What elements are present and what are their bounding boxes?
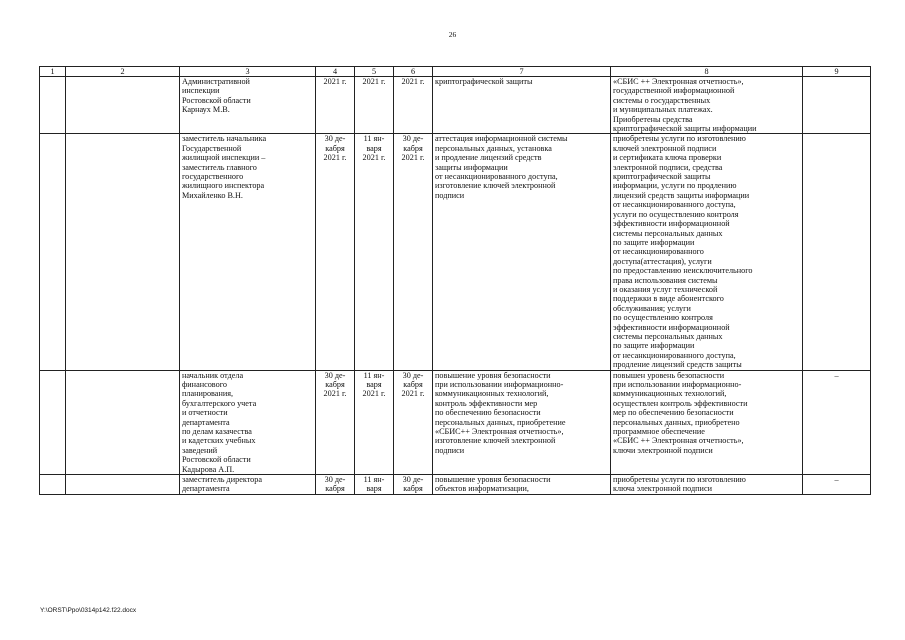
cell-line: контроль эффективности мер — [435, 398, 538, 408]
cell-line: коммуникационных технологий, — [613, 389, 727, 399]
table-row — [40, 77, 871, 134]
column-number-9: 9 — [803, 67, 871, 77]
cell-line: и муниципальных платежах. — [613, 105, 713, 115]
cell-line: от несанкционированного — [613, 247, 704, 257]
planned-date-cell — [355, 77, 394, 134]
cell-line: криптографической защиты информации — [613, 124, 757, 134]
cell-line: по осуществлению контроля — [613, 313, 713, 323]
cell-line: планирования, — [182, 389, 234, 399]
end-date-cell — [394, 134, 433, 370]
cell-line: кабря — [403, 380, 423, 389]
column-number-1: 1 — [40, 67, 66, 77]
end-date-cell — [394, 77, 433, 134]
cell-line: программное обеспечение — [613, 427, 705, 437]
cell-line: 30 де- — [324, 370, 346, 380]
actual-result-cell — [611, 77, 803, 134]
actual-result-cell — [611, 134, 803, 370]
program-cell — [66, 475, 180, 495]
cell-line: «СБИС++ Электронная отчетность», — [435, 427, 564, 437]
cell-line: департамента — [182, 417, 230, 427]
row-number-cell — [40, 475, 66, 495]
row-number-cell — [40, 134, 66, 370]
cell-line: Приобретены средства — [613, 114, 693, 124]
cell-line: государственного — [182, 172, 244, 182]
actual-result-cell — [611, 370, 803, 474]
cell-line: жилищного инспектора — [182, 181, 265, 191]
planned-result-cell — [433, 134, 611, 370]
cell-line: повышен уровень безопасности — [613, 370, 725, 380]
cell-line: и отчетности — [182, 408, 228, 418]
cell-line: финансового — [182, 380, 227, 389]
cell-line: заведений — [182, 445, 218, 455]
row-number-cell — [40, 77, 66, 134]
column-number-8: 8 — [611, 67, 803, 77]
cell-line: персональных данных, установка — [435, 143, 552, 153]
cell-line: жилищной инспекции – — [182, 153, 266, 163]
cell-line: персональных данных, приобретение — [435, 417, 566, 427]
cell-line: информации, услуги по продлению — [613, 181, 737, 191]
cell-line: 2021 г. — [323, 153, 347, 163]
start-date-cell — [316, 370, 355, 474]
cell-line: заместитель директора — [182, 475, 262, 485]
cell-line: 2021 г. — [362, 389, 386, 399]
responsible-person-cell — [180, 370, 316, 474]
cell-line: и продление лицензий средств — [435, 153, 542, 163]
planned-result-cell — [433, 475, 611, 495]
cell-line: 30 де- — [402, 134, 424, 144]
table-row — [40, 475, 871, 495]
cell-line: Карнаух М.В. — [182, 105, 230, 115]
cell-line: инспекции — [182, 86, 220, 96]
notes-cell — [803, 134, 871, 370]
cell-line: приобретены услуги по изготовлению — [613, 475, 746, 485]
cell-line: «СБИС ++ Электронная отчетность», — [613, 77, 744, 86]
cell-line: варя — [366, 380, 382, 389]
cell-line: ключа электронной подписи — [613, 484, 712, 494]
cell-line: кабря — [325, 484, 345, 494]
column-number-2: 2 — [66, 67, 180, 77]
planned-date-cell — [355, 475, 394, 495]
responsible-person-cell — [180, 77, 316, 134]
cell-line: и оказания услуг технической — [613, 284, 718, 294]
cell-line: ключи электронной подписи — [613, 445, 713, 455]
cell-line: при использовании информационно- — [613, 380, 742, 389]
cell-line: обслуживания; услуги — [613, 303, 691, 313]
actual-result-cell — [611, 475, 803, 495]
cell-line: Ростовской области — [182, 95, 251, 105]
cell-line: департамента — [182, 484, 230, 494]
cell-line: по предоставлению неисключительного — [613, 266, 753, 276]
cell-line: повышение уровня безопасности — [435, 370, 551, 380]
cell-line: продление лицензий средств защиты — [613, 360, 742, 370]
responsible-person-cell — [180, 134, 316, 370]
cell-line: 2021 г. — [401, 77, 425, 86]
cell-line: – — [834, 370, 839, 380]
cell-line: 2021 г. — [323, 389, 347, 399]
program-cell — [66, 134, 180, 370]
cell-line: государственной информационной — [613, 86, 735, 96]
cell-line: по делам казачества — [182, 427, 252, 437]
table-header-row — [40, 67, 871, 77]
cell-line: 11 ян- — [363, 475, 385, 485]
cell-line: защиты информации — [435, 162, 508, 172]
cell-line: системы персональных данных — [613, 228, 723, 238]
cell-line: коммуникационных технологий, — [435, 389, 549, 399]
cell-line: Кадырова А.П. — [182, 464, 235, 474]
cell-line: системы о государственных — [613, 95, 711, 105]
cell-line: Административной — [182, 77, 250, 86]
cell-line: системы персональных данных — [613, 331, 723, 341]
planned-result-cell — [433, 77, 611, 134]
cell-line: поддержки в виде абонентского — [613, 294, 724, 304]
cell-line: 30 де- — [402, 370, 424, 380]
cell-line: Государственной — [182, 143, 242, 153]
column-number-7: 7 — [433, 67, 611, 77]
cell-line: права использования системы — [613, 275, 718, 285]
cell-line: от несанкционированного доступа, — [613, 200, 736, 210]
cell-line: доступа(аттестация), услуги — [613, 256, 712, 266]
notes-cell — [803, 370, 871, 474]
start-date-cell — [316, 77, 355, 134]
cell-line: – — [834, 475, 839, 485]
cell-line: 2021 г. — [323, 77, 347, 86]
end-date-cell — [394, 475, 433, 495]
cell-line: 30 де- — [402, 475, 424, 485]
cell-line: подписи — [435, 445, 465, 455]
cell-line: кабря — [403, 484, 423, 494]
cell-line: и кадетских учебных — [182, 436, 256, 446]
cell-line: по защите информации — [613, 237, 695, 247]
cell-line: эффективности информационной — [613, 219, 730, 229]
cell-line: персональных данных, приобретено — [613, 417, 740, 427]
cell-line: 2021 г. — [401, 153, 425, 163]
planned-date-cell — [355, 370, 394, 474]
cell-line: 2021 г. — [362, 153, 386, 163]
column-number-3: 3 — [180, 67, 316, 77]
cell-line: «СБИС ++ Электронная отчетность», — [613, 436, 744, 446]
column-number-6: 6 — [394, 67, 433, 77]
cell-line: 2021 г. — [362, 77, 386, 86]
cell-line: варя — [366, 484, 382, 494]
column-number-4: 4 — [316, 67, 355, 77]
cell-line: электронной подписи, средства — [613, 162, 723, 172]
cell-line: изготовление ключей электронной — [435, 436, 556, 446]
cell-line: от несанкционированного доступа, — [613, 350, 736, 360]
notes-cell — [803, 77, 871, 134]
row-number-cell — [40, 370, 66, 474]
page-number: 26 — [448, 30, 457, 39]
cell-line: от несанкционированного доступа, — [435, 172, 558, 182]
cell-line: при использовании информационно- — [435, 380, 564, 389]
cell-line: 11 ян- — [363, 134, 385, 144]
cell-line: услуги по осуществлению контроля — [613, 209, 739, 219]
start-date-cell — [316, 475, 355, 495]
cell-line: 11 ян- — [363, 370, 385, 380]
cell-line: криптографической защиты — [613, 172, 711, 182]
cell-line: 2021 г. — [401, 389, 425, 399]
cell-line: аттестация информационной системы — [435, 134, 568, 144]
cell-line: Михайленко В.Н. — [182, 190, 243, 200]
cell-line: эффективности информационной — [613, 322, 730, 332]
program-cell — [66, 77, 180, 134]
cell-line: Ростовской области — [182, 455, 251, 465]
cell-line: ключей электронной подписи — [613, 143, 717, 153]
cell-line: изготовление ключей электронной — [435, 181, 556, 191]
cell-line: по обеспечению безопасности — [435, 408, 541, 418]
cell-line: подписи — [435, 190, 465, 200]
planned-result-cell — [433, 370, 611, 474]
file-path-footer: Y:\ORST\Ppo\0314p142.f22.docx — [40, 607, 137, 614]
cell-line: бухгалтерского учета — [182, 398, 257, 408]
cell-line: криптографической защиты — [435, 77, 533, 86]
cell-line: мер по обеспечению безопасности — [613, 408, 734, 418]
document-table — [39, 66, 871, 495]
cell-line: кабря — [403, 143, 423, 153]
planned-date-cell — [355, 134, 394, 370]
table-row — [40, 134, 871, 370]
cell-line: заместитель начальника — [182, 134, 267, 144]
program-cell — [66, 370, 180, 474]
cell-line: кабря — [325, 380, 345, 389]
cell-line: и сертификата ключа проверки — [613, 153, 722, 163]
cell-line: начальник отдела — [182, 370, 244, 380]
notes-cell — [803, 475, 871, 495]
cell-line: объектов информатизации, — [435, 484, 529, 494]
responsible-person-cell — [180, 475, 316, 495]
cell-line: приобретены услуги по изготовлению — [613, 134, 746, 144]
cell-line: 30 де- — [324, 475, 346, 485]
cell-line: осуществлен контроль эффективности — [613, 398, 748, 408]
column-number-5: 5 — [355, 67, 394, 77]
table-row — [40, 370, 871, 474]
cell-line: заместитель главного — [182, 162, 257, 172]
cell-line: повышение уровня безопасности — [435, 475, 551, 485]
cell-line: по защите информации — [613, 341, 695, 351]
cell-line: 30 де- — [324, 134, 346, 144]
end-date-cell — [394, 370, 433, 474]
cell-line: кабря — [325, 143, 345, 153]
cell-line: лицензий средств защиты информации — [613, 190, 750, 200]
cell-line: варя — [366, 143, 382, 153]
start-date-cell — [316, 134, 355, 370]
